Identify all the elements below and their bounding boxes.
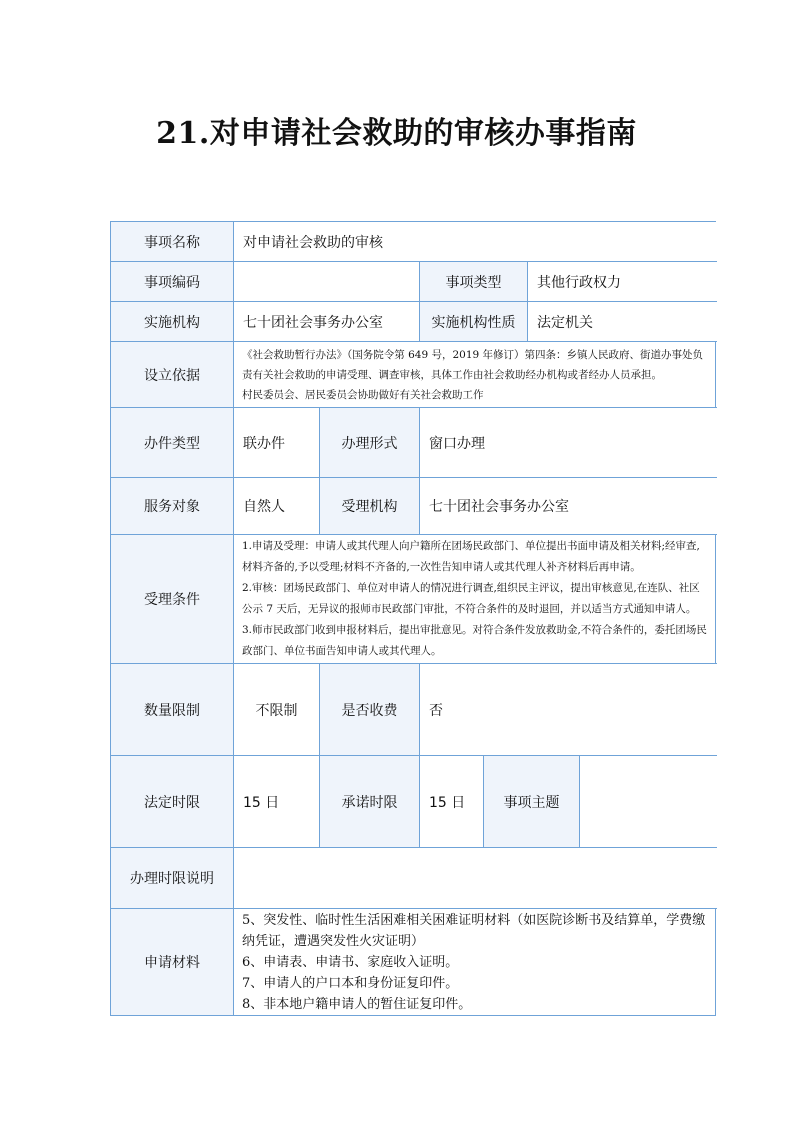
value-item-code	[234, 262, 420, 302]
value-item-type: 其他行政权力	[528, 262, 717, 302]
condition-paragraph: 1.申请及受理：申请人或其代理人向户籍所在团场民政部门、单位提出书面申请及相关材料;经审查,材料齐备的,予以受理;材料不齐备的,一次性告知申请人或其代理人补齐材料后再申请。	[242, 540, 700, 573]
page-title: 21.对申请社会救助的审核办事指南	[156, 116, 637, 151]
label-time-note: 办理时限说明	[111, 848, 234, 909]
label-accept-conditions: 受理条件	[111, 535, 234, 664]
material-item: 8、非本地户籍申请人的暂住证复印件。	[242, 996, 472, 1012]
label-item-type: 事项类型	[420, 262, 528, 302]
label-handle-form: 办理形式	[320, 408, 420, 478]
label-topic: 事项主题	[484, 756, 580, 848]
value-topic	[580, 756, 717, 848]
label-fee: 是否收费	[320, 664, 420, 756]
guide-table	[110, 221, 716, 1016]
value-service-target: 自然人	[234, 478, 320, 535]
material-item: 7、申请人的户口本和身份证复印件。	[242, 975, 459, 991]
value-legal-limit: 15 日	[234, 756, 320, 848]
label-item-name: 事项名称	[111, 222, 234, 262]
label-handle-type: 办件类型	[111, 408, 234, 478]
value-fee: 否	[420, 664, 717, 756]
value-basis	[234, 342, 717, 408]
value-handle-type: 联办件	[234, 408, 320, 478]
label-legal-limit: 法定时限	[111, 756, 234, 848]
label-impl-org: 实施机构	[111, 302, 234, 342]
label-accept-org: 受理机构	[320, 478, 420, 535]
label-item-code: 事项编码	[111, 262, 234, 302]
value-accept-conditions	[234, 535, 717, 664]
basis-paragraph: 村民委员会、居民委员会协助做好有关社会救助工作	[242, 388, 484, 401]
value-quantity-limit: 不限制	[234, 664, 320, 756]
value-handle-form: 窗口办理	[420, 408, 717, 478]
material-item: 6、申请表、申请书、家庭收入证明。	[242, 954, 459, 970]
label-basis: 设立依据	[111, 342, 234, 408]
value-accept-org: 七十团社会事务办公室	[420, 478, 717, 535]
value-materials	[234, 909, 717, 1015]
label-quantity-limit: 数量限制	[111, 664, 234, 756]
condition-paragraph: 3.师市民政部门收到申报材料后，提出审批意见。对符合条件发放救助金,不符合条件的，委托团场民政部门、单位书面告知申请人或其代理人。	[242, 624, 707, 657]
label-promised-limit: 承诺时限	[320, 756, 420, 848]
label-materials: 申请材料	[111, 909, 234, 1015]
value-time-note	[234, 848, 717, 909]
value-impl-org-nature: 法定机关	[528, 302, 717, 342]
basis-paragraph: 《社会救助暂行办法》（国务院令第 649 号，2019 年修订）第四条：乡镇人民政府、街道办事处负责有关社会救助的申请受理、调查审核，具体工作由社会救助经办机构或者经办人员承担。	[242, 348, 704, 381]
label-service-target: 服务对象	[111, 478, 234, 535]
value-item-name: 对申请社会救助的审核	[234, 222, 717, 262]
condition-paragraph: 2.审核：团场民政部门、单位对申请人的情况进行调查,组织民主评议，提出审核意见,在连队、社区公示 7 天后，无异议的报师市民政部门审批，不符合条件的及时退回，并以适当方式通知申请人。	[242, 582, 700, 615]
material-item: 5、突发性、临时性生活困难相关困难证明材料（如医院诊断书及结算单，学费缴纳凭证，遭遇突发性火灾证明）	[242, 912, 706, 949]
value-promised-limit: 15 日	[420, 756, 484, 848]
value-impl-org: 七十团社会事务办公室	[234, 302, 420, 342]
label-impl-org-nature: 实施机构性质	[420, 302, 528, 342]
